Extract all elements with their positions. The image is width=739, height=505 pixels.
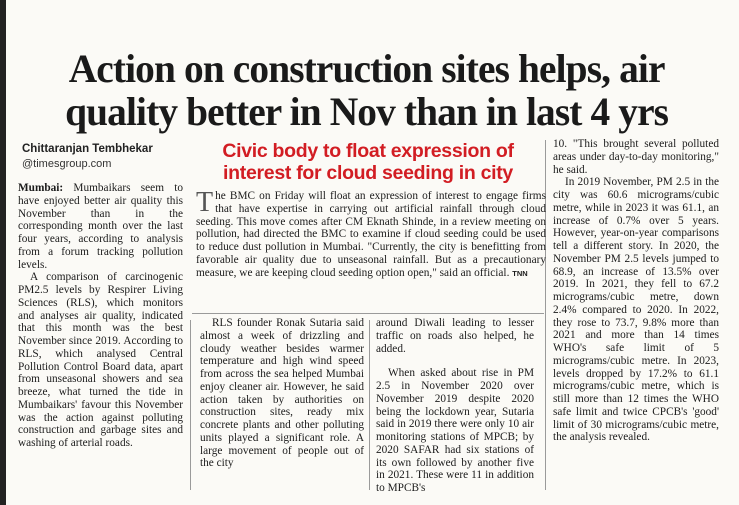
drop-cap: T xyxy=(196,187,214,218)
headline-line-1: Action on construction sites helps, air xyxy=(68,45,665,91)
paragraph: When asked about rise in PM 2.5 in November 2020 over November 2019 despite 2020 being the lockdown year, Sutaria said in 2019 there were only 10 air monitoring stations of MPCB; by 2020 SAFAR had six stations of its own followed by another five in 2021. These were 11 in addition to MPCB's xyxy=(376,367,534,494)
page-edge xyxy=(0,0,6,505)
sidebar-body: The BMC on Friday will float an expression of interest to engage firms that have expertise in carrying out artificial rainfall through cloud seeding. This move comes after CM Eknath Shinde, in a review meeting on pollution, had directed the BMC to examine if cloud seeding could be used to reduce dust pollution in Mumbai. "Currently, the city is benefitting from favorable air quality due to unseasonal rainfall. But as a precautionary measure, we are keeping cloud seeding option open," said an official. TNN xyxy=(196,187,546,279)
agency-tag: TNN xyxy=(512,268,528,278)
paragraph: A comparison of carcinogenic PM2.5 levels by Respirer Living Sciences (RLS), which monitors and analyses air quality, indicated that this month was the best November since 2019. According to RLS, which analysed Central Pollution Control Board data, apart from unseasonal showers and sea breeze, what turned the tide in Mumbaikars' favour this November was the action against polluting construction and garbage sites and washing of arterial roads. xyxy=(18,271,183,449)
article-column-4 xyxy=(553,138,719,444)
article-column-2 xyxy=(200,317,364,470)
sidebar-bottom-rule xyxy=(192,313,544,314)
article-column-1 xyxy=(18,182,183,450)
article-column-3 xyxy=(376,317,534,495)
sidebar-headline-line-1: Civic body to float expression of xyxy=(222,140,514,162)
dateline: Mumbai: xyxy=(18,182,64,194)
sidebar-headline-line-2: interest for cloud seeding in city xyxy=(223,162,513,184)
paragraph: Mumbai: Mumbaikars seem to have enjoyed better air quality this November than in the corresponding month over the last four years, according to analysis from a forum tracking pollution levels. xyxy=(18,182,183,271)
paragraph: RLS founder Ronak Sutaria said almost a week of drizzling and cloudy weather besides warmer temperature and high wind speed from across the sea helped Mumbai enjoy cleaner air. However, he said action taken by authorities on construction sites, ready mix concrete plants and other polluting units played a significant role. A large movement of people out of the city xyxy=(200,317,364,470)
paragraph: In 2019 November, PM 2.5 in the city was 60.6 micrograms/cubic metre, while in 2023 it was 61.1, an increase of 0.7% over 5 years. However, year-on-year comparisons tell a different story. In 2020, the November PM 2.5 levels jumped to 68.9, an increase of 13.5% over 2019. In 2021, they fell to 67.2 micrograms/cubic metre, down 2.4% compared to 2020. In 2022, they rose to 73.7, 9.8% more than 2021 and more than 14 times WHO's safe limit of 5 micrograms/cubic metre. In 2023, levels dropped by 17.2% to 61.1 micrograms/cubic metre, which is still more than 12 times the WHO safe limit and twice CPCB's 'good' limit of 30 micrograms/cubic metre, the analysis revealed. xyxy=(553,176,719,444)
sidebar-headline xyxy=(196,140,540,184)
byline-author: Chittaranjan Tembhekar xyxy=(22,143,153,155)
byline-handle: @timesgroup.com xyxy=(22,158,112,170)
headline-line-2: quality better in Nov than in last 4 yrs xyxy=(65,88,669,134)
column-divider xyxy=(190,320,191,490)
paragraph: around Diwali leading to lesser traffic on roads also helped, he added. xyxy=(376,317,534,355)
column-divider xyxy=(369,320,370,490)
headline xyxy=(14,47,719,133)
paragraph: 10. "This brought several polluted areas under day-to-day monitoring," he said. xyxy=(553,138,719,176)
